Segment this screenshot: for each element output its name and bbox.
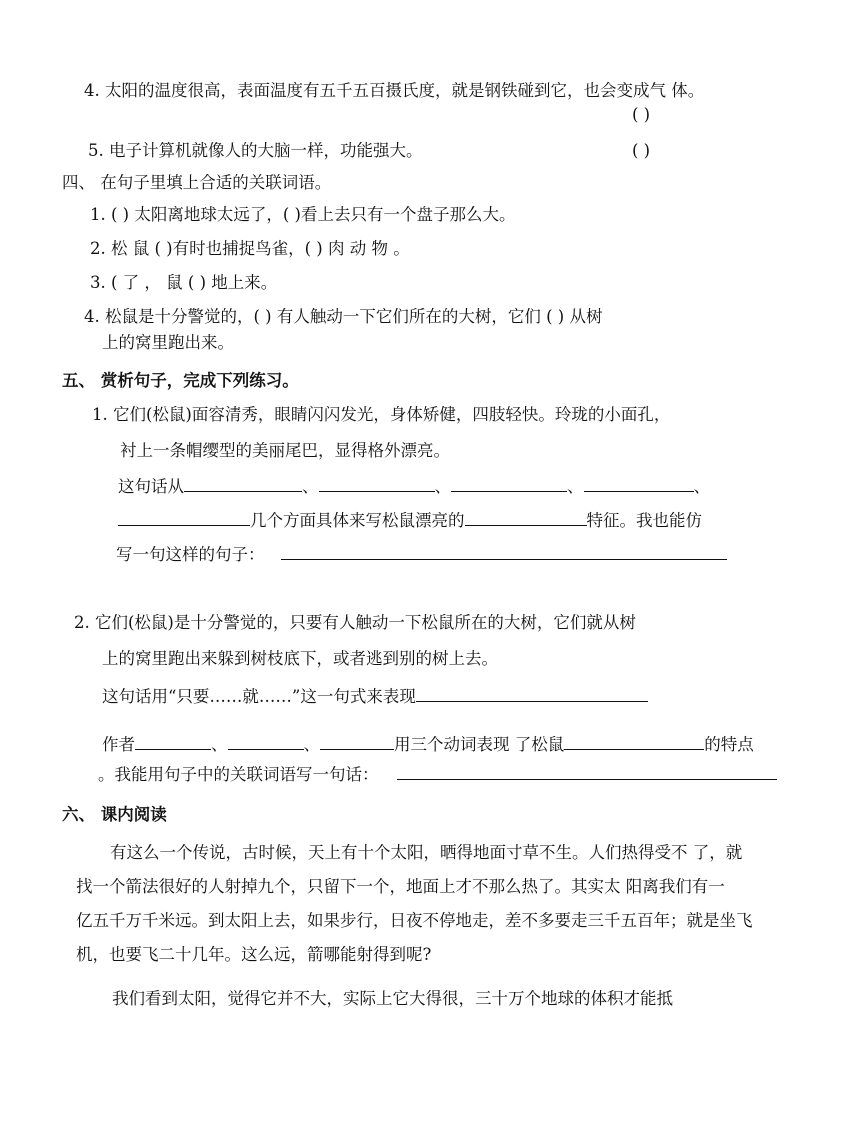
separator: 、 xyxy=(693,477,710,496)
blank-express[interactable] xyxy=(416,684,648,702)
blank-feature[interactable] xyxy=(465,508,587,526)
blank-verb-3[interactable] xyxy=(320,732,394,750)
q2-line3-text: 这句话用“只要……就……”这一句式来表现 xyxy=(102,687,416,706)
tail-text: 特征。我也能仿 xyxy=(586,511,702,530)
verbs-text: 用三个动词表现 了松鼠 xyxy=(394,735,565,754)
mid-text: 几个方面具体来写松鼠漂亮的 xyxy=(250,511,465,530)
judge-item-4-answer[interactable]: ( ) xyxy=(632,105,651,124)
feature-text: 的特点 xyxy=(704,735,754,754)
blank-aspect-1[interactable] xyxy=(184,474,302,492)
reading-p1-line3: 亿五千万千米远。到太阳上去，如果步行，日夜不停地走，差不多要走三千五百年；就是坐飞 xyxy=(76,911,753,930)
section-5-q1-line2: 衬上一条帽缨型的美丽尾巴，显得格外漂亮。 xyxy=(120,441,450,460)
imitate-label: 写一句这样的句子： xyxy=(116,545,265,564)
write-label: 。我能用句子中的关联词语写一句话： xyxy=(98,765,379,784)
judge-item-4: 4. 太阳的温度很高，表面温度有五千五百摄氏度，就是钢铁碰到它，也会变成气 体。 xyxy=(84,81,705,100)
prompt-start: 这句话从 xyxy=(118,477,184,496)
section-5-q2-author xyxy=(102,732,754,756)
section-5-q2-line2: 上的窝里跑出来躲到树枝底下，或者逃到别的树上去。 xyxy=(102,649,498,668)
section-5-q1-line1: 1. 它们(松鼠)面容清秀，眼睛闪闪发光，身体矫健，四肢轻快。玲珑的小面孔， xyxy=(92,405,671,424)
blank-aspect-3[interactable] xyxy=(451,474,567,492)
section-4-item-4-line1: 4. 松鼠是十分警觉的，( ) 有人触动一下它们所在的大树，它们 ( ) 从树 xyxy=(84,307,603,326)
author-label: 作者 xyxy=(102,735,135,754)
section-5-q2-write xyxy=(98,762,777,786)
section-5-q2-line1: 2. 它们(松鼠)是十分警觉的，只要有人触动一下松鼠所在的大树，它们就从树 xyxy=(74,613,636,632)
blank-aspect-5[interactable] xyxy=(118,508,250,526)
blank-write-sentence[interactable] xyxy=(397,762,777,780)
judge-item-5: 5. 电子计算机就像人的大脑一样，功能强大。 xyxy=(88,141,423,160)
blank-verb-1[interactable] xyxy=(135,732,211,750)
blank-aspect-2[interactable] xyxy=(319,474,435,492)
blank-trait[interactable] xyxy=(564,732,704,750)
section-5-heading: 五、 赏析句子，完成下列练习。 xyxy=(62,371,299,390)
section-4-item-3: 3. ( 了 ， 鼠 ( ) 地上来。 xyxy=(90,273,278,292)
section-5-q1-prompt xyxy=(118,474,710,498)
section-4-item-2: 2. 松 鼠 ( )有时也捕捉鸟雀，( ) 肉 动 物 。 xyxy=(90,239,410,258)
reading-p1-line1: 有这么一个传说，古时候，天上有十个太阳，晒得地面寸草不生。人们热得受不 了，就 xyxy=(110,843,743,862)
section-5-q2-line3 xyxy=(102,684,648,708)
section-6-heading: 六、 课内阅读 xyxy=(62,805,167,824)
section-4-heading: 四、 在句子里填上合适的关联词语。 xyxy=(62,173,332,192)
separator: 、 xyxy=(303,735,320,754)
reading-p2-line1: 我们看到太阳，觉得它并不大，实际上它大得很，三十万个地球的体积才能抵 xyxy=(112,989,673,1008)
section-4-item-1: 1. ( ) 太阳离地球太远了，( )看上去只有一个盘子那么大。 xyxy=(90,205,516,224)
blank-imitate-sentence[interactable] xyxy=(281,542,727,560)
section-4-item-4-line2: 上的窝里跑出来。 xyxy=(102,333,234,352)
reading-p1-line4: 机，也要飞二十几年。这么远，箭哪能射得到呢? xyxy=(76,945,432,964)
section-5-q1-mid xyxy=(118,508,702,532)
judge-item-5-answer[interactable]: ( ) xyxy=(632,141,651,160)
section-5-q1-imitate xyxy=(116,542,727,566)
separator: 、 xyxy=(567,477,584,496)
reading-p1-line2: 找一个箭法很好的人射掉九个，只留下一个，地面上才不那么热了。其实太 阳离我们有一 xyxy=(76,877,725,896)
separator: 、 xyxy=(302,477,319,496)
blank-aspect-4[interactable] xyxy=(584,474,694,492)
separator: 、 xyxy=(211,735,228,754)
blank-verb-2[interactable] xyxy=(228,732,304,750)
separator: 、 xyxy=(434,477,451,496)
